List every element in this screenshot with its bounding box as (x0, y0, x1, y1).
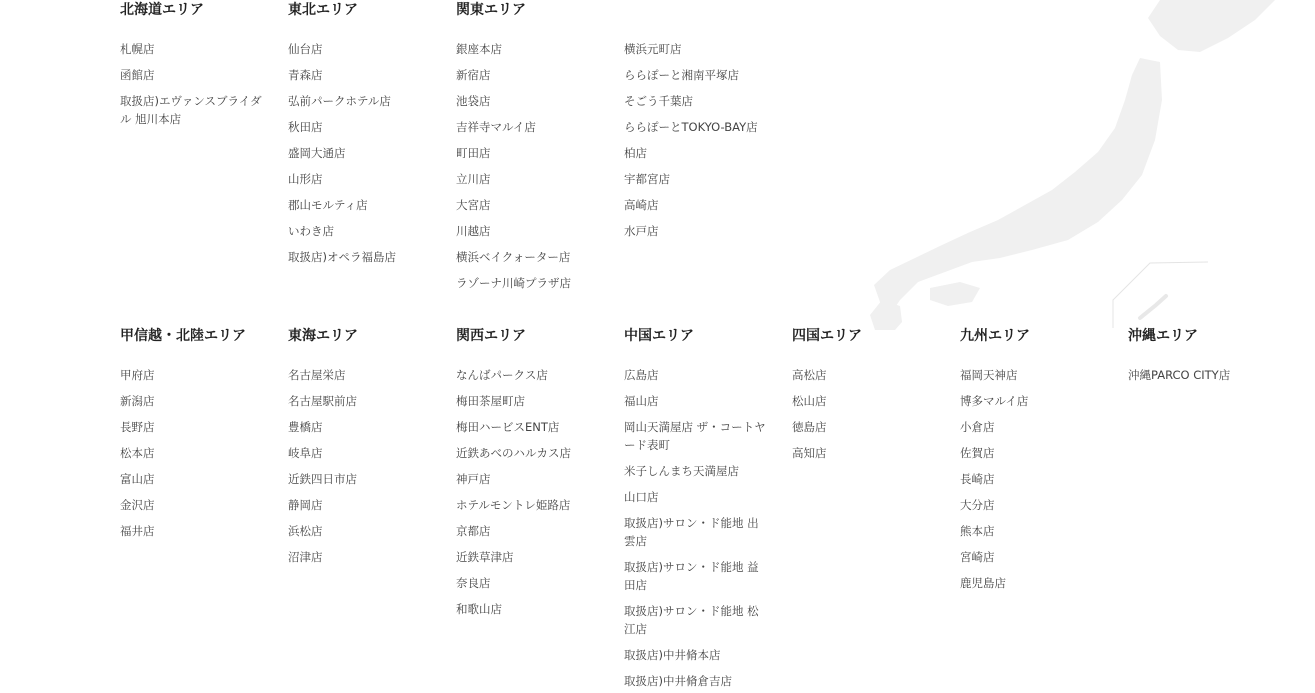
store-link-takasaki[interactable]: 高崎店 (624, 198, 659, 212)
area-title-kanto-continued (624, 0, 784, 20)
area-kanto (456, 0, 616, 292)
store-link-toyohashi[interactable]: 豊橋店 (288, 420, 323, 434)
store-link-toyama[interactable]: 富山店 (120, 472, 155, 486)
store-link-hakodate[interactable]: 函館店 (120, 68, 155, 82)
store-link-hamamatsu[interactable]: 浜松店 (288, 524, 323, 538)
store-link-nagoya-ekimae[interactable]: 名古屋駅前店 (288, 394, 357, 408)
store-link-matsuyama[interactable]: 松山店 (792, 394, 827, 408)
store-link-kintetsu-yokkaichi[interactable]: 近鉄四日市店 (288, 472, 357, 486)
area-title-okinawa: 沖縄エリア (1128, 328, 1198, 344)
store-link-umeda-chayamachi[interactable]: 梅田茶屋町店 (456, 394, 525, 408)
store-link-wakayama[interactable]: 和歌山店 (456, 602, 502, 616)
store-link-yokohama-motomachi[interactable]: 横浜元町店 (624, 42, 682, 56)
store-list-okinawa (1128, 366, 1288, 384)
area-tohoku (288, 0, 448, 266)
area-shikoku (792, 326, 952, 462)
store-link-nara[interactable]: 奈良店 (456, 576, 491, 590)
area-kyushu (960, 326, 1120, 592)
store-link-yonago-tenmaya[interactable]: 米子しんまち天満屋店 (624, 464, 739, 478)
store-list-chugoku (624, 366, 784, 690)
store-link-abeno-harukas[interactable]: 近鉄あべのハルカス店 (456, 446, 571, 460)
area-hokkaido (120, 0, 280, 128)
store-link-mito[interactable]: 水戸店 (624, 224, 659, 238)
area-tokai (288, 326, 448, 566)
store-link-kawagoe[interactable]: 川越店 (456, 224, 491, 238)
area-title-kyushu: 九州エリア (960, 328, 1030, 344)
store-link-hakata-marui[interactable]: 博多マルイ店 (960, 394, 1029, 408)
store-link-kichijoji[interactable]: 吉祥寺マルイ店 (456, 120, 536, 134)
store-link-nakai-kurayoshi[interactable]: 取扱店)中井脩倉吉店 (624, 674, 732, 688)
store-link-nagano[interactable]: 長野店 (120, 420, 155, 434)
store-link-fukushima[interactable]: 取扱店)オペラ福島店 (288, 250, 396, 264)
store-link-tokushima[interactable]: 徳島店 (792, 420, 827, 434)
store-list-kansai (456, 366, 616, 618)
store-link-matsumoto[interactable]: 松本店 (120, 446, 155, 460)
store-link-niigata[interactable]: 新潟店 (120, 394, 155, 408)
store-list-hokkaido (120, 40, 280, 128)
store-link-omiya[interactable]: 大宮店 (456, 198, 491, 212)
store-link-sendai[interactable]: 仙台店 (288, 42, 323, 56)
store-link-kagoshima[interactable]: 鹿児島店 (960, 576, 1006, 590)
store-link-kyoto[interactable]: 京都店 (456, 524, 491, 538)
store-link-lalaport-tokyo-bay[interactable]: ららぽーとTOKYO-BAY店 (624, 120, 758, 134)
store-link-numazu[interactable]: 沼津店 (288, 550, 323, 564)
store-link-nagoya-sakae[interactable]: 名古屋栄店 (288, 368, 346, 382)
store-link-oita[interactable]: 大分店 (960, 498, 995, 512)
store-link-lalaport-shonan-hiratsuka[interactable]: ららぽーと湘南平塚店 (624, 68, 739, 82)
area-koshinetsu-hokuriku (120, 326, 280, 540)
store-link-asahikawa[interactable]: 取扱店)エヴァンスブライダル 旭川本店 (120, 94, 262, 126)
store-link-shinjuku[interactable]: 新宿店 (456, 68, 491, 82)
store-link-kobe[interactable]: 神戸店 (456, 472, 491, 486)
store-link-kanazawa[interactable]: 金沢店 (120, 498, 155, 512)
store-link-fukui[interactable]: 福井店 (120, 524, 155, 538)
store-link-iwaki[interactable]: いわき店 (288, 224, 334, 238)
area-title-chugoku: 中国エリア (624, 328, 694, 344)
store-link-namba-parks[interactable]: なんばパークス店 (456, 368, 548, 382)
store-link-fukuyama[interactable]: 福山店 (624, 394, 659, 408)
store-link-akita[interactable]: 秋田店 (288, 120, 323, 134)
store-link-salon-matsue[interactable]: 取扱店)サロン・ド能地 松江店 (624, 604, 759, 636)
store-list-kanto (456, 40, 616, 292)
store-link-morioka[interactable]: 盛岡大通店 (288, 146, 346, 160)
store-link-miyazaki[interactable]: 宮崎店 (960, 550, 995, 564)
area-title-tohoku: 東北エリア (288, 2, 358, 18)
store-link-lazona-kawasaki[interactable]: ラゾーナ川崎プラザ店 (456, 276, 571, 290)
area-title-kanto: 関東エリア (456, 2, 526, 18)
store-list-tohoku (288, 40, 448, 266)
japan-map-silhouette (860, 0, 1315, 330)
store-link-takamatsu[interactable]: 高松店 (792, 368, 827, 382)
store-link-utsunomiya[interactable]: 宇都宮店 (624, 172, 670, 186)
store-link-yokohama-bayquarter[interactable]: 横浜ベイクォーター店 (456, 250, 571, 264)
store-list-kanto-continued (624, 40, 784, 240)
store-link-monterey-himeji[interactable]: ホテルモントレ姫路店 (456, 498, 571, 512)
store-link-salon-masuda[interactable]: 取扱店)サロン・ド能地 益田店 (624, 560, 759, 592)
store-link-kashiwa[interactable]: 柏店 (624, 146, 647, 160)
store-link-ikebukuro[interactable]: 池袋店 (456, 94, 491, 108)
store-link-kumamoto[interactable]: 熊本店 (960, 524, 995, 538)
store-list-koshinetsu-hokuriku (120, 366, 280, 540)
store-link-nagasaki[interactable]: 長崎店 (960, 472, 995, 486)
store-link-saga[interactable]: 佐賀店 (960, 446, 995, 460)
area-kanto-continued (624, 0, 784, 240)
store-link-okinawa-parco-city[interactable]: 沖縄PARCO CITY店 (1128, 368, 1231, 382)
store-link-kintetsu-kusatsu[interactable]: 近鉄草津店 (456, 550, 514, 564)
store-link-fukuoka-tenjin[interactable]: 福岡天神店 (960, 368, 1018, 382)
store-link-koriyama[interactable]: 郡山モルティ店 (288, 198, 368, 212)
area-title-kansai: 関西エリア (456, 328, 526, 344)
store-link-shizuoka[interactable]: 静岡店 (288, 498, 323, 512)
store-link-yamaguchi[interactable]: 山口店 (624, 490, 659, 504)
area-okinawa (1128, 326, 1288, 384)
store-link-kofu[interactable]: 甲府店 (120, 368, 155, 382)
store-link-kokura[interactable]: 小倉店 (960, 420, 995, 434)
area-kansai (456, 326, 616, 618)
area-title-koshinetsu-hokuriku: 甲信越・北陸エリア (120, 328, 246, 344)
area-chugoku (624, 326, 784, 690)
store-link-nakai-honten[interactable]: 取扱店)中井脩本店 (624, 648, 721, 662)
store-list-shikoku (792, 366, 952, 462)
store-link-tachikawa[interactable]: 立川店 (456, 172, 491, 186)
area-title-shikoku: 四国エリア (792, 328, 862, 344)
store-link-salon-izumo[interactable]: 取扱店)サロン・ド能地 出雲店 (624, 516, 759, 548)
store-link-okayama-tenmaya[interactable]: 岡山天満屋店 ザ・コートヤード表町 (624, 420, 766, 452)
store-link-aomori[interactable]: 青森店 (288, 68, 323, 82)
store-link-gifu[interactable]: 岐阜店 (288, 446, 323, 460)
store-link-hirosaki[interactable]: 弘前パークホテル店 (288, 94, 391, 108)
store-list-kyushu (960, 366, 1120, 592)
store-link-sogo-chiba[interactable]: そごう千葉店 (624, 94, 693, 108)
store-link-kochi[interactable]: 高知店 (792, 446, 827, 460)
store-link-umeda-herbis-ent[interactable]: 梅田ハービスENT店 (456, 420, 560, 434)
store-link-yamagata[interactable]: 山形店 (288, 172, 323, 186)
store-link-machida[interactable]: 町田店 (456, 146, 491, 160)
store-link-hiroshima[interactable]: 広島店 (624, 368, 659, 382)
store-link-sapporo[interactable]: 札幌店 (120, 42, 155, 56)
area-title-hokkaido: 北海道エリア (120, 2, 204, 18)
store-link-ginza[interactable]: 銀座本店 (456, 42, 502, 56)
store-list-tokai (288, 366, 448, 566)
area-title-tokai: 東海エリア (288, 328, 358, 344)
